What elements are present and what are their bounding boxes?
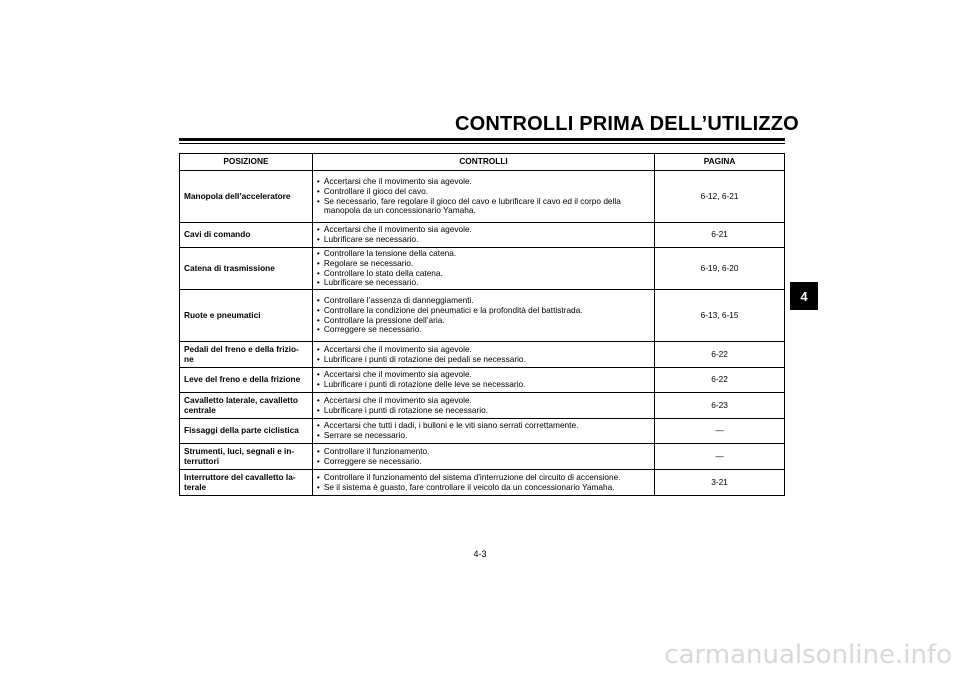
control-item: • Controllare il funzionamento. [317, 447, 650, 457]
control-item: • Lubrificare i punti di rotazione se necessario. [317, 406, 650, 416]
column-header-controls: CONTROLLI [312, 154, 654, 171]
control-item: • Lubrificare i punti di rotazione delle leve se necessario. [317, 380, 650, 390]
position-cell: Catena di trasmissione [180, 248, 313, 290]
position-cell: Fissaggi della parte ciclistica [180, 419, 313, 444]
title-rule-thin [179, 143, 785, 144]
watermark: carmanualsonline.info [664, 640, 952, 670]
controls-list [317, 473, 650, 492]
controls-cell [312, 290, 654, 342]
position-cell: Interruttore del cavalletto la-terale [180, 470, 313, 496]
control-item: • Accertarsi che il movimento sia agevole. [317, 177, 650, 187]
control-item: • Controllare la condizione dei pneumatici e la profondità del battistrada. [317, 306, 650, 316]
page-reference-cell: 6-13, 6-15 [655, 290, 785, 342]
page-reference-cell: 3-21 [655, 470, 785, 496]
control-item: • Lubrificare se necessario. [317, 235, 650, 245]
table-row [180, 444, 785, 470]
table-row [180, 290, 785, 342]
column-header-page: PAGINA [655, 154, 785, 171]
position-cell: Leve del freno e della frizione [180, 368, 313, 393]
controls-cell [312, 393, 654, 419]
control-item: • Accertarsi che il movimento sia agevole. [317, 345, 650, 355]
position-cell: Ruote e pneumatici [180, 290, 313, 342]
page-reference-cell: 6-22 [655, 368, 785, 393]
page-reference-cell: 6-12, 6-21 [655, 171, 785, 223]
table-body [180, 171, 785, 496]
control-item: • Correggere se necessario. [317, 457, 650, 467]
position-cell: Manopola dell’acceleratore [180, 171, 313, 223]
control-item: • Regolare se necessario. [317, 259, 650, 269]
table-row [180, 470, 785, 496]
table-row [180, 223, 785, 248]
control-item: • Controllare la pressione dell’aria. [317, 316, 650, 326]
controls-cell [312, 368, 654, 393]
chapter-tab[interactable]: 4 [790, 282, 818, 310]
control-item: • Controllare il gioco del cavo. [317, 187, 650, 197]
controls-list [317, 447, 650, 466]
controls-list [317, 396, 650, 415]
page-reference-cell: 6-22 [655, 342, 785, 368]
control-item: • Controllare lo stato della catena. [317, 269, 650, 279]
table-row [180, 342, 785, 368]
position-cell: Pedali del freno e della frizio-ne [180, 342, 313, 368]
control-item: • Lubrificare i punti di rotazione dei pedali se necessario. [317, 355, 650, 365]
pre-ride-checks-table [179, 153, 785, 496]
control-item: • Controllare l’assenza di danneggiamenti. [317, 296, 650, 306]
table-header-row [180, 154, 785, 171]
controls-list [317, 225, 650, 244]
control-item: • Accertarsi che il movimento sia agevole. [317, 370, 650, 380]
page-reference-cell: 6-19, 6-20 [655, 248, 785, 290]
position-cell: Cavi di comando [180, 223, 313, 248]
control-item: • Controllare la tensione della catena. [317, 249, 650, 259]
page-reference-cell: 6-21 [655, 223, 785, 248]
controls-list [317, 249, 650, 287]
control-item: • Accertarsi che il movimento sia agevole. [317, 225, 650, 235]
controls-cell [312, 223, 654, 248]
control-item: • Controllare il funzionamento del sistema d'interruzione del circuito di accensione. [317, 473, 650, 483]
controls-cell [312, 470, 654, 496]
controls-cell [312, 342, 654, 368]
page-reference-cell: 6-23 [655, 393, 785, 419]
control-item: • Accertarsi che il movimento sia agevole. [317, 396, 650, 406]
page-title: CONTROLLI PRIMA DELL’UTILIZZO [455, 113, 799, 135]
column-header-position: POSIZIONE [180, 154, 313, 171]
controls-list [317, 345, 650, 364]
table-row [180, 171, 785, 223]
control-item: • Se il sistema è guasto, fare controllare il veicolo da un concessionario Yamaha. [317, 483, 650, 493]
controls-cell [312, 248, 654, 290]
controls-list [317, 370, 650, 389]
controls-list [317, 296, 650, 334]
position-cell: Strumenti, luci, segnali e in-terruttori [180, 444, 313, 470]
page-number: 4-3 [473, 549, 487, 559]
page-reference-cell: — [655, 444, 785, 470]
table-row [180, 393, 785, 419]
table-row [180, 368, 785, 393]
control-item: • Lubrificare se necessario. [317, 278, 650, 288]
control-item: • Correggere se necessario. [317, 325, 650, 335]
control-item: • Se necessario, fare regolare il gioco del cavo e lubrificare il cavo ed il corpo della manopola da un concessionario Yamaha. [317, 197, 650, 216]
controls-cell [312, 444, 654, 470]
table-row [180, 248, 785, 290]
page-reference-cell: — [655, 419, 785, 444]
controls-list [317, 177, 650, 215]
controls-cell [312, 171, 654, 223]
control-item: • Accertarsi che tutti i dadi, i bulloni e le viti siano serrati correttamente. [317, 421, 650, 431]
title-rule-thick [179, 138, 785, 141]
position-cell: Cavalletto laterale, cavalletto centrale [180, 393, 313, 419]
table-row [180, 419, 785, 444]
controls-cell [312, 419, 654, 444]
controls-list [317, 421, 650, 440]
control-item: • Serrare se necessario. [317, 431, 650, 441]
